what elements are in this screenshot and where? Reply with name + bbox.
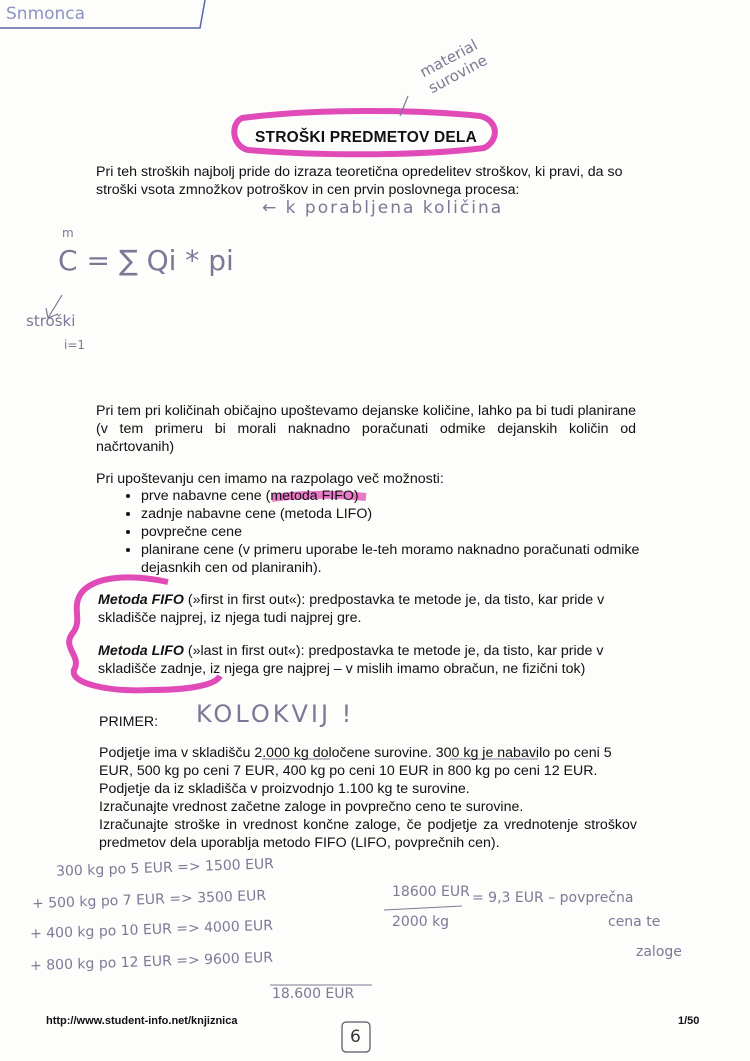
task-line: Podjetje da iz skladišča v proizvodnjo 1.100 kg te surovine. — [99, 781, 470, 797]
footer-page-counter: 1/50 — [678, 1015, 700, 1027]
fifo-text: (»first in first out«): predpostavka te metode je, da tisto, kar pride v skladišče najprej, iz njega tudi najprej gre. — [98, 592, 605, 626]
lifo-definition — [98, 642, 638, 678]
handwritten-costs-note: stroški — [26, 312, 76, 330]
fifo-term: Metoda FIFO — [98, 592, 184, 608]
handwritten-avg-note: zaloge — [636, 944, 682, 960]
list-item: • povprečne cene — [141, 523, 681, 541]
task-line: Izračunajte vrednost začetne zaloge in povprečno ceno te surovine. — [99, 799, 524, 815]
price-options-list — [96, 487, 681, 577]
task-line: Izračunajte stroške in vrednost končne zaloge, če podjetje za vrednotenje stroškov predmetov dela uporablja metodo FIFO (LIFO, povprečnih cen). — [99, 817, 637, 851]
page-title: STROŠKI PREDMETOV DELA — [255, 129, 477, 146]
handwritten-avg-note: cena te — [608, 914, 661, 930]
handwritten-quantity-note: ← k porabljena količina — [262, 198, 504, 218]
handwritten-calc-line: + 400 kg po 10 EUR => 4000 EUR — [29, 917, 274, 943]
lifo-text: (»last in first out«): predpostavka te metode je, da tisto, kar pride v skladišče zadnje, iz njega gre najprej – v mislih imamo obračun, ne fizični tok) — [98, 643, 604, 677]
list-item: • planirane cene (v primeru uporabe le-teh moramo naknadno poračunati odmike dejasnkih cen od planiranih). — [141, 541, 681, 577]
handwritten-avg-numerator: 18600 EUR — [392, 884, 470, 900]
header-tab-label: Snmonca — [6, 4, 86, 24]
footer-url[interactable]: http://www.student-info.net/knjiznica — [46, 1015, 238, 1027]
handwritten-calc-line: + 800 kg po 12 EUR => 9600 EUR — [29, 949, 274, 975]
list-item: • prve nabavne cene (metoda FIFO) — [141, 487, 681, 505]
task-line: Podjetje ima v skladišču 2.000 kg določene surovine. 300 kg je nabavilo po ceni 5 EUR, 500 kg po ceni 7 EUR, 400 kg po ceni 10 EUR in 800 kg po ceni 12 EUR. — [99, 745, 612, 779]
primer-label: PRIMER: — [99, 714, 159, 730]
intro-paragraph: Pri teh stroških najbolj pride do izraza teoretična opredelitev stroškov, ki pravi, da so stroški vsota zmnožkov potroškov in cen prvin poslovnega procesa: — [96, 164, 623, 198]
handwritten-formula-superscript: m — [62, 226, 74, 240]
task-block — [99, 744, 637, 852]
lifo-term: Metoda LIFO — [98, 643, 184, 659]
handwritten-avg-denominator: 2000 kg — [392, 914, 450, 930]
handwritten-page-number: 6 — [350, 1027, 361, 1047]
handwritten-calc-line: + 500 kg po 7 EUR => 3500 EUR — [31, 887, 267, 913]
handwritten-calc-total: 18.600 EUR — [272, 986, 355, 1002]
fifo-definition — [98, 591, 638, 627]
handwritten-index-note: i=1 — [64, 338, 86, 352]
handwritten-calc-line: 300 kg po 5 EUR => 1500 EUR — [55, 856, 275, 880]
quantities-paragraph: Pri tem pri količinah običajno upoštevamo dejanske količine, lahko pa bi tudi planirane (v tem primeru bi morali naknadno poračunati odmike dejanskih količin od načrtovanih) — [96, 403, 636, 455]
handwritten-avg-result: = 9,3 EUR – povprečna — [472, 890, 634, 906]
list-item: • zadnje nabavne cene (metoda LIFO) — [141, 505, 681, 523]
handwritten-material-note: material surovine — [416, 35, 491, 98]
handwritten-formula: C = ∑ Qi * pi — [58, 244, 234, 277]
prices-intro: Pri upoštevanju cen imamo na razpolago več možnosti: — [96, 471, 444, 487]
handwritten-kolokvij-note: KOLOKVIJ ! — [196, 700, 355, 728]
